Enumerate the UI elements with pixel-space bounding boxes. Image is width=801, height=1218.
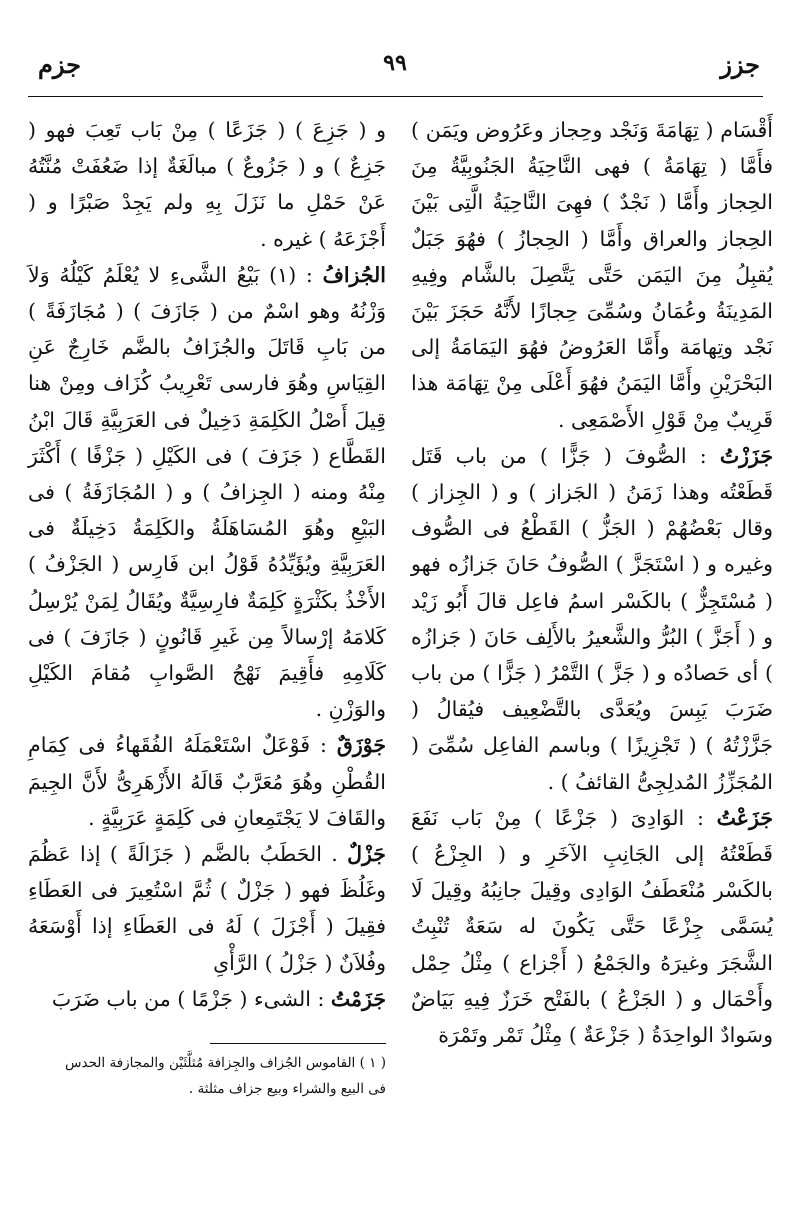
footnote-rule <box>210 1043 386 1044</box>
entry-text: : (١) بَيْعُ الشَّىءِ لا يُعْلَمُ كَيْلُهُ وَلاَ وَزْنُهُ وهو اسْمٌ من ( جَازَفَ ) ( مُجَازَفَةً ) من بَابِ قَاتَلَ والجُزَافُ بالضَّم خَارِجٌ عَنِ القِيَاسِ وهُوَ فارسى تَعْرِيبُ كُزَاف ومِنْ هنا قِيلَ أَصْلُ الكَلِمَةِ دَخِيلٌ فى العَرَبِيَّةِ قَالَ ابْنُ القَطَّاع ( جَزَفَ ) فى الكَيْلِ ( جَزْفًا ) أَكْثَرَ مِنْهُ ومنه ( الجِزافُ ) و ( المُجَازَفَةُ ) فى البَيْعِ وهُوَ المُسَاهَلَةُ والكَلِمَةُ دَخِيلَةٌ فى العَرَبِيَّةِ ويُؤَيِّدُهُ قَوْلُ ابن فَارِس ( الجَزْفُ ) الأَخْذُ بكَثْرَةٍ كَلِمَةٌ فارِسِيَّةٌ ويُقَالُ لِمَنْ يُرْسِلُ كَلامَهُ إرْسالاً مِن غَيرِ قَانُونٍ ( جَازَفَ ) فى كَلَامِهِ فأَقِيمَ نَهْجُ الصَّوابِ مُقامَ الكَيْلِ والوَزْنِ . <box>28 262 386 722</box>
entry-text: : الوَادِىَ ( جَزْعًا ) مِنْ بَاب نَفَعَ قَطَعْتُهُ إلى الجَانِبِ الآخَرِ و ( الجِزْعُ ) بالكَسْر مُنْعَطَفُ الوَادِى وقِيلَ جانِبُهُ وقِيلَ لَا يُسَمَّى جِزْعًا حَتَّى يَكُونَ له سَعَةٌ تُنْبِتُ الشَّجَرَ وغيرَهُ والجَمْعُ ( أَجْزاع ) مِثْلُ حِمْل وأَحْمَال و ( الجَزْعُ ) بالفَتْح خَرَزٌ فِيهِ بَيَاضٌ وسَوادٌ الواحِدَةُ ( جَزْعَةٌ ) مِثْلُ تَمْر وتَمْرَة <box>411 805 773 1048</box>
entry-text: : الشىء ( جَزْمًا ) من باب ضَرَبَ <box>51 986 325 1011</box>
footnote-line: ( ١ ) القاموس الجُزاف والجِزافة مُثلَّثَيْن والمجازفة الحدس <box>65 1055 386 1071</box>
left-column <box>28 112 386 1017</box>
footnote <box>30 1050 386 1102</box>
entry-jazamtu <box>28 981 386 1017</box>
paragraph-continued: و ( جَزِعَ ) ( جَزَعًا ) مِنْ بَاب تَعِبَ فهو ( جَزِعٌ ) و ( جَزُوعٌ ) مبالَغَةٌ إذا ضَعُفَتْ مُنَّتُهُ عَنْ حَمْلِ ما نَزَلَ بِهِ ولم يَجِدْ صَبْرًا و ( أَجْزَعَهُ ) غيره . <box>28 118 386 251</box>
headword: الجُزافُ <box>322 262 386 287</box>
footnote-line: فى البيع والشراء وبيع جزاف مثلثة . <box>188 1081 386 1097</box>
headword: جَزَزْتُ <box>719 443 773 468</box>
header-guide-word-left: جزم <box>38 50 81 79</box>
headword: جَزْلٌ <box>347 842 386 867</box>
headword: جَزَمْتُ <box>330 986 386 1011</box>
entry-jawzaq <box>28 727 386 836</box>
page-number: ٩٩ <box>383 50 407 76</box>
entry-jazl <box>28 836 386 981</box>
entry-jazatu <box>411 800 773 1053</box>
entry-text: : الصُّوفَ ( جَزًّا ) من باب قَتَل قَطَعْتُه وهذا زَمَنُ ( الجَزاز ) و ( الجِزاز ) وقال بَعْضُهُمْ ( الجَزُّ ) القَطْعُ فى الصُّوف وغيره و ( اسْتَجَزَّ ) الصُّوفُ حَانَ جَزازُه فهو ( مُسْتَجِزٌّ ) بالكَسْر اسمُ فاعِل قالَ أَبُو زَيْد و ( أَجَزَّ ) البُرُّ والشَّعيرُ بالأَلِف حَانَ ( جَزازُه ) أى حَصادُه و ( جَزَّ ) التَّمْرُ ( جَزًّا ) من باب ضَرَبَ يَبِسَ ويُعَدَّى بالتَّضْعِيف فيُقالُ ( جَزَّزْتُهُ ) ( تَجْزِيزًا ) وباسم الفاعِل سُمِّىَ ( المُجَزِّزُ المُدلِجِىُّ القائفُ ) . <box>411 443 773 794</box>
paragraph-continued: أَقْسَام ( تِهَامَةَ وَنَجْد وحِجاز وعَرُوض ويَمَن ) فأَمَّا ( تِهَامَةُ ) فهى النَّاحِيَةُ الجَنُوبِيَّةُ مِنَ الحِجاز وأَمَّا ( نَجْدٌ ) فهِىَ النَّاحِيَةُ الَّتِى بَيْنَ الحِجاز والعراق وأَمَّا ( الحِجازُ ) فهُوَ جَبَلٌ يُقبِلُ مِنَ اليَمَن حَتَّى يَتَّصِلَ بالشَّام وفِيهِ المَدِينَةُ وعُمَانُ وسُمِّىَ حِجازًا لأَنَّهُ حَجَزَ بَيْنَ نَجْد وتِهامَة وأَمَّا العَرُوضُ فهُوَ اليَمَامَةُ إلى البَحْرَيْنِ وأَمَّا اليَمَنُ فهُوَ أَعْلَى مِنْ تِهَامَة هذا قَرِيبٌ مِنْ قَوْلِ الأَصْمَعِى . <box>411 118 773 432</box>
entry-text: : فَوْعَلٌ اسْتَعْمَلَهُ الفُقَهاءُ فى كِمَامِ القُطْنِ وهُوَ مُعَرَّبٌ قَالَهُ الأَزْهَرِىُّ لأَنَّ الجِيمَ والقَافَ لا يَجْتَمِعانِ فى كَلِمَةٍ عَرَبِيَّةٍ . <box>28 733 386 830</box>
entry-jazaztu <box>411 438 773 800</box>
entry-text: . الحَطَبُ بالضَّم ( جَزَالَةً ) إذا عَظُمَ وغَلُظَ فهو ( جَزْلٌ ) ثُمَّ اسْتُعِيرَ فى العَطَاءِ فقِيلَ ( أَجْزَلَ ) لَهُ فى العَطَاءِ إذا أَوْسَعَهُ وفُلاَنٌ ( جَزْلُ ) الرَّأْىِ <box>28 842 386 975</box>
right-column <box>411 112 773 1053</box>
headword: جَزَعْتُ <box>716 805 773 830</box>
entry-juzaf <box>28 257 386 728</box>
running-header <box>30 50 760 90</box>
header-guide-word-right: جزز <box>720 50 760 79</box>
headword: جَوْزَقٌ <box>336 733 386 758</box>
header-rule <box>28 96 763 97</box>
